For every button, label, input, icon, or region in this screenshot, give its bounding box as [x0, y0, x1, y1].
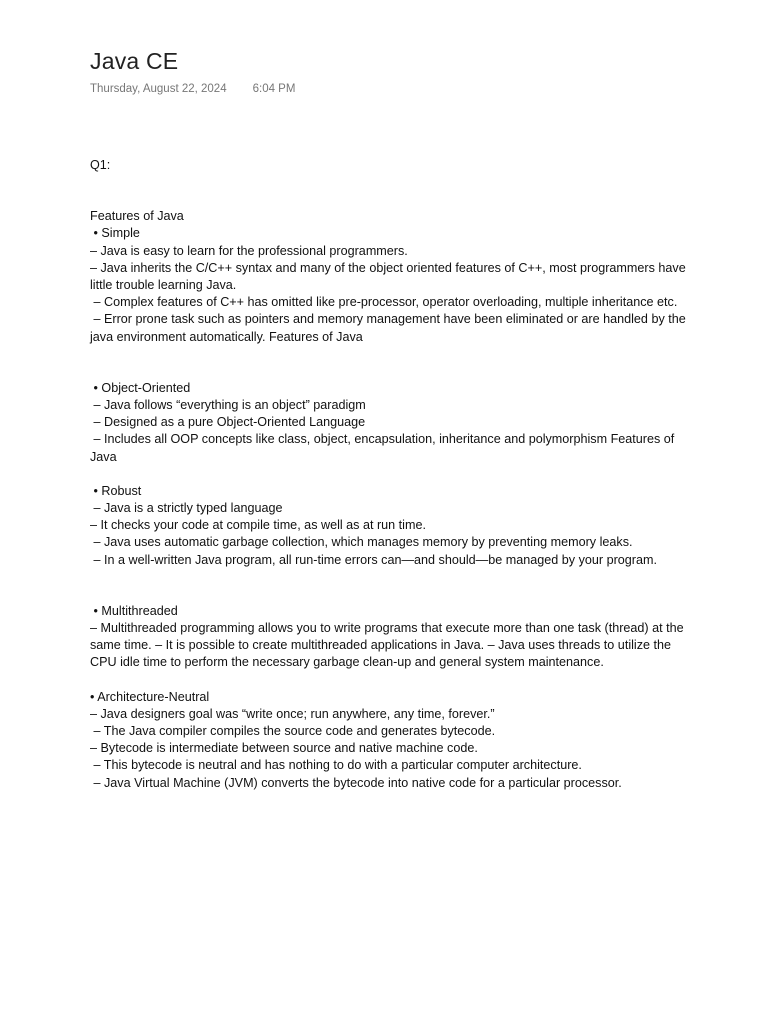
text-line: – In a well-written Java program, all run-time errors can—and should—be managed by your program.	[90, 552, 657, 567]
section-heading-multithreaded: • Multithreaded	[90, 603, 178, 618]
text-line: – Java follows “everything is an object” paradigm	[90, 398, 366, 413]
text-line: – Java inherits the C/C++ syntax and many of the object oriented features of C++, most programmers have little trouble learning Java.	[90, 260, 690, 293]
section-object-oriented	[90, 380, 688, 466]
section-heading-robust: • Robust	[90, 483, 142, 498]
section-simple	[90, 208, 688, 346]
section-heading-architecture-neutral: • Architecture-Neutral	[90, 689, 210, 704]
text-line: – Error prone task such as pointers and memory management have been eliminated or are handled by the java environment automatically. Features of Java	[90, 312, 690, 344]
note-timestamp	[90, 81, 295, 97]
text-line: – Includes all OOP concepts like class, object, encapsulation, inheritance and polymorphism Features of Java	[90, 432, 678, 464]
note-date: Thursday, August 22, 2024	[90, 83, 227, 95]
question-label: Q1:	[90, 158, 111, 172]
text-line: – Java Virtual Machine (JVM) converts the bytecode into native code for a particular processor.	[90, 775, 622, 790]
section-heading-object-oriented: • Object-Oriented	[90, 380, 191, 395]
text-line: – Java is easy to learn for the professional programmers.	[90, 243, 408, 258]
section-multithreaded	[90, 603, 688, 672]
text-line: – Designed as a pure Object-Oriented Language	[90, 415, 366, 430]
text-line: – Multithreaded programming allows you to write programs that execute more than one task (thread) at the same time. – It is possible to create multithreaded applications in Java. – Java uses threads to utilize the CPU idle time to perform the necessary garbage clean-up and general system maintenance.	[90, 621, 688, 670]
note-body[interactable]	[90, 157, 688, 792]
text-line: – It checks your code at compile time, as well as at run time.	[90, 518, 426, 533]
text-line: – Java designers goal was “write once; run anywhere, any time, forever.”	[90, 706, 495, 721]
text-line: – Bytecode is intermediate between source and native machine code.	[90, 741, 478, 756]
text-line: – This bytecode is neutral and has nothing to do with a particular computer architecture.	[90, 758, 582, 773]
note-title[interactable]: Java CE	[90, 48, 179, 74]
text-line: – The Java compiler compiles the source code and generates bytecode.	[90, 724, 496, 739]
question-label-block	[90, 157, 688, 174]
section-architecture-neutral	[90, 689, 688, 792]
text-line: – Java is a strictly typed language	[90, 501, 283, 516]
note-time: 6:04 PM	[252, 83, 296, 95]
features-intro: Features of Java	[90, 209, 184, 224]
section-robust	[90, 483, 688, 569]
text-line: – Complex features of C++ has omitted like pre-processor, operator overloading, multiple inheritance etc.	[90, 295, 678, 310]
section-heading-simple: • Simple	[90, 226, 140, 241]
text-line: – Java uses automatic garbage collection, which manages memory by preventing memory leaks.	[90, 535, 633, 550]
